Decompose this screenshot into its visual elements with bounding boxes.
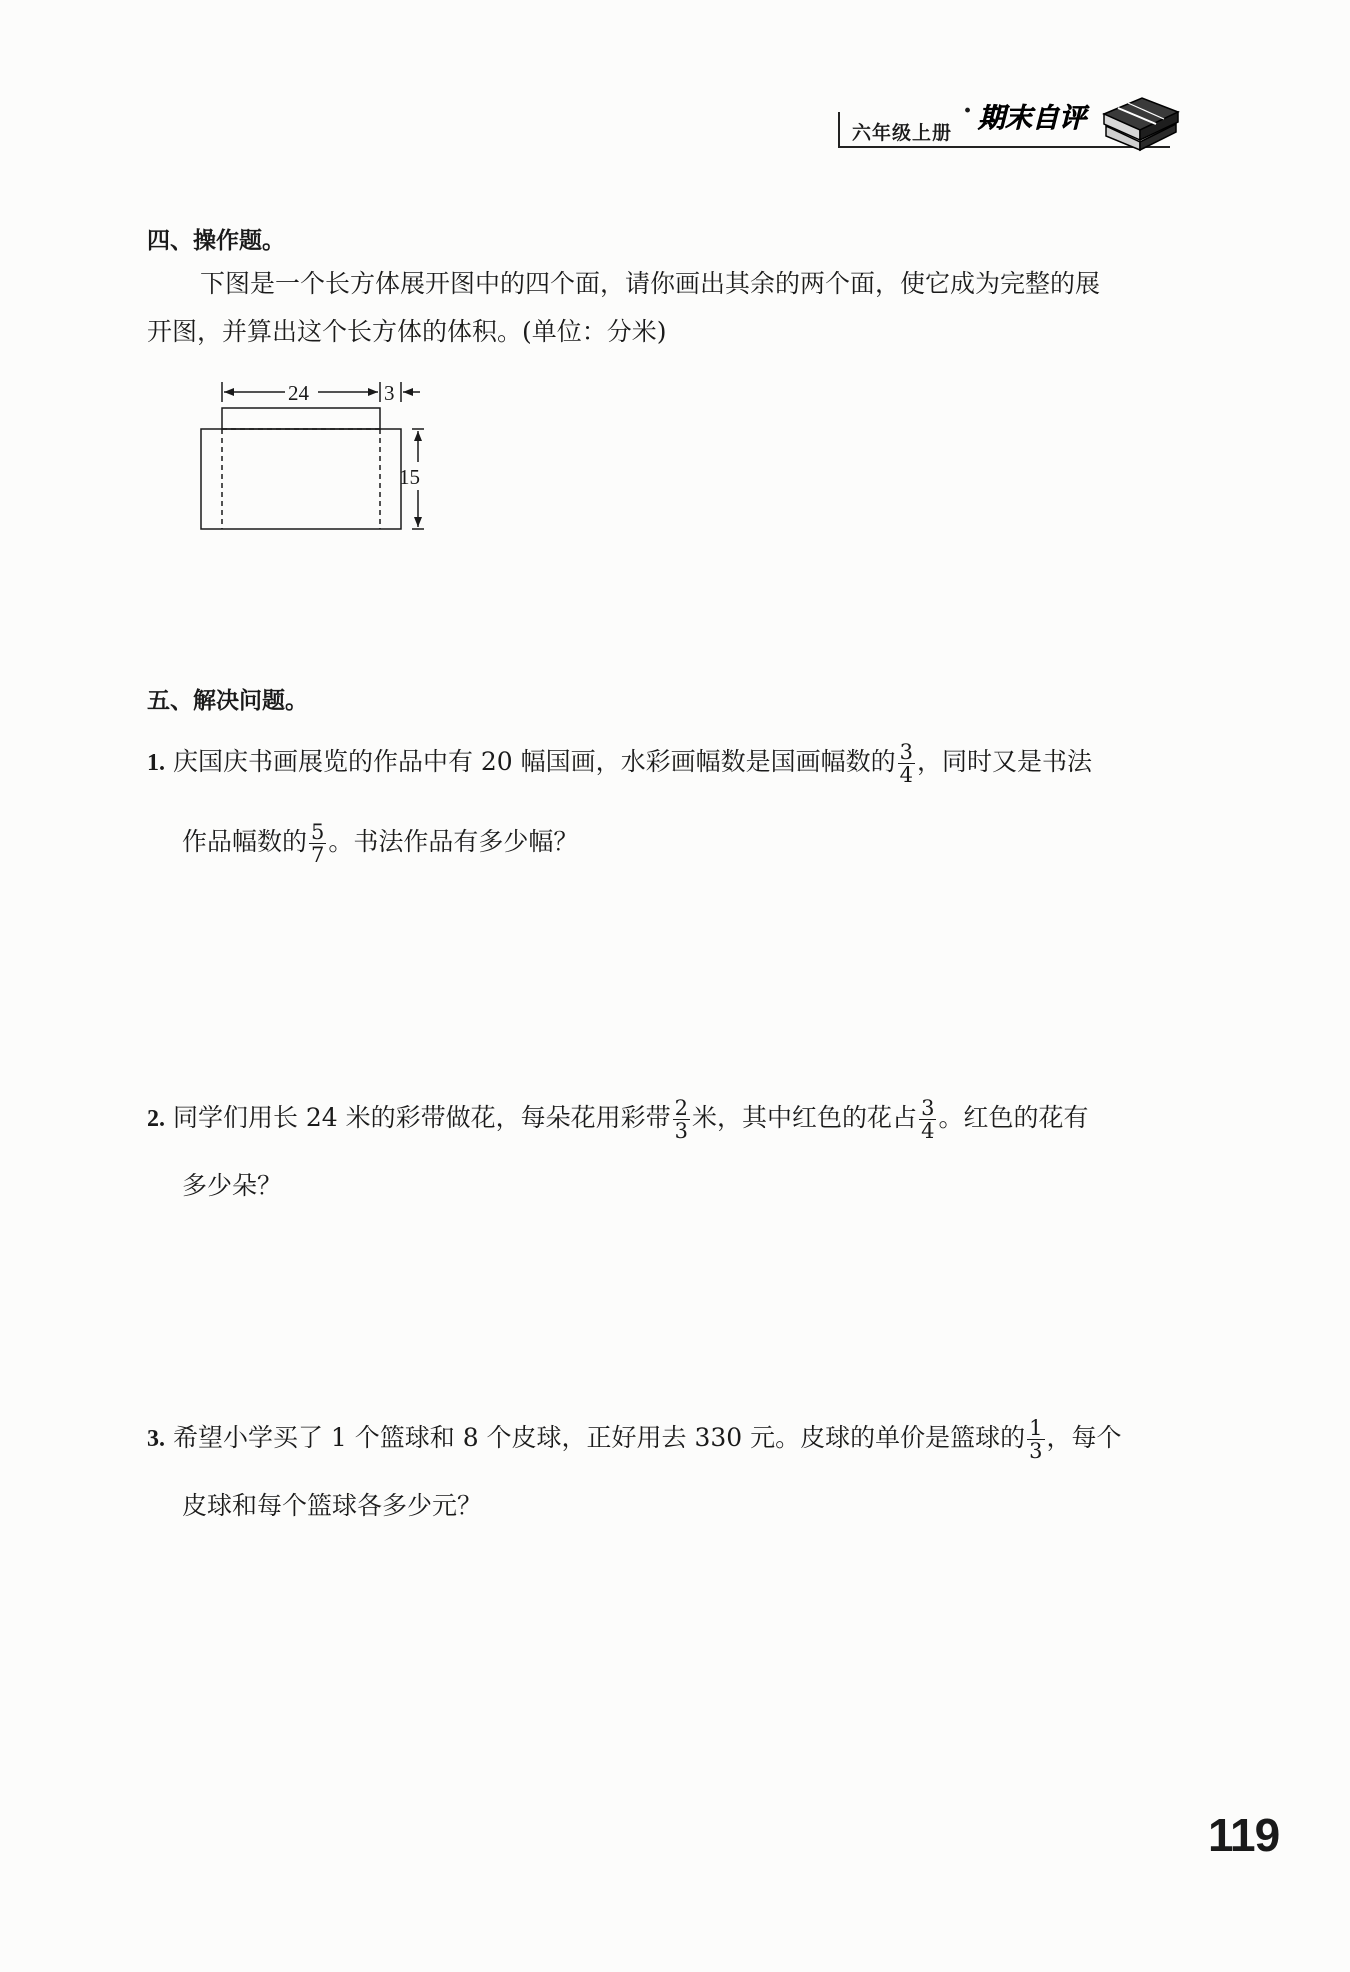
fraction: $\frac{2}{3}$ [674,1096,689,1143]
dim-width: 3 [384,381,395,405]
fraction: $\frac{3}{4}$ [921,1096,935,1143]
section4-line2: 开图，并算出这个长方体的体积。(单位：分米) [147,317,667,346]
net-main-face [201,429,401,529]
section5-heading: 五、解决问题。 [147,688,308,714]
book-stack-icon [1098,86,1182,158]
net-top-face [222,408,380,429]
grade-label: 六年级上册 [852,122,953,144]
q2-line2: 多少朵？ [182,1171,283,1200]
fraction: $\frac{3}{4}$ [899,740,914,787]
q2-line1: 2. 同学们用长 24 米的彩带做花，每朵花用彩带 $\frac{2}{3}$ 米，其中红色的花占 $\frac{3}{4}$ 。红色的花有 [147,1096,1089,1143]
q3-line1: 3. 希望小学买了 1 个篮球和 8 个皮球，正好用去 330 元。皮球的单价是篮球的 $\frac{1}{3}$ ，每个 [147,1416,1122,1463]
dim-height: 15 [399,465,420,489]
q2-number: 2. [147,1106,165,1132]
q1-number: 1. [147,750,165,776]
page-number: 119 [1208,1809,1280,1861]
fraction: $\frac{1}{3}$ [1029,1416,1043,1463]
section4-heading: 四、操作题。 [147,228,285,254]
header-title: 期末自评 [978,103,1086,134]
q1-line2: 作品幅数的 $\frac{5}{7}$ 。书法作品有多少幅？ [182,820,579,867]
q3-line2: 皮球和每个篮球各多少元？ [182,1491,483,1520]
fraction: $\frac{5}{7}$ [311,820,325,867]
dim-length: 24 [288,381,309,405]
section4-line1: 下图是一个长方体展开图中的四个面，请你画出其余的两个面，使它成为完整的展 [200,269,1101,298]
header-dot: · [963,96,973,126]
q1-line1: 1. 庆国庆书画展览的作品中有 20 幅国画，水彩画幅数是国画幅数的 $\frac{3}{4}$ ，同时又是书法 [147,740,1093,787]
cuboid-net-diagram [190,370,440,540]
q3-number: 3. [147,1426,165,1452]
